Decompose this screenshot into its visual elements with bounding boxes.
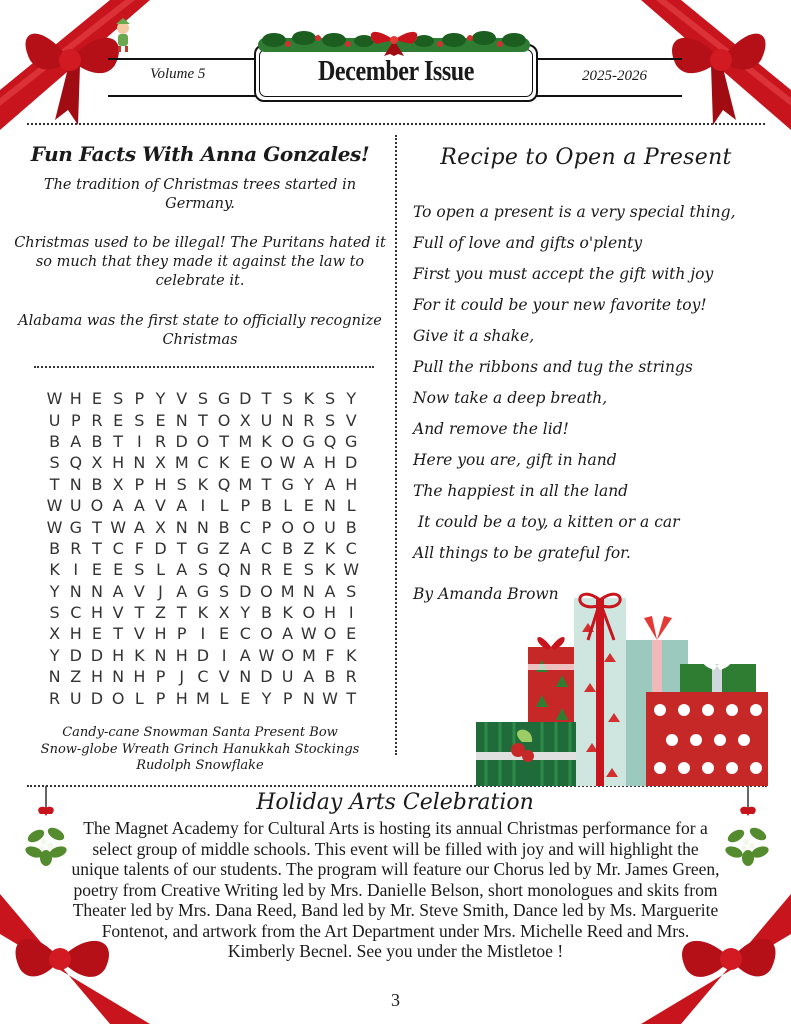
word-search-letter: G [281,474,294,494]
word-search-letter: M [174,453,189,473]
word-search-grid [44,388,366,709]
word-search-letter: E [219,624,230,644]
word-search-letter: T [219,431,229,451]
word-search-letter: C [345,538,357,558]
word-search-letter: H [175,645,188,665]
word-search-row [44,559,366,580]
word-search-letter: P [155,688,166,708]
word-search-letter: Z [218,538,230,558]
word-search-letter: Q [323,431,337,451]
header-rule-left-bottom [108,95,256,97]
word-search-letter: N [302,688,315,708]
word-search-letter: U [281,667,294,687]
word-search-letter: G [69,517,82,537]
word-search-letter: I [136,431,142,451]
column-divider [395,135,397,755]
word-search-letter: H [154,624,167,644]
word-search-letter: R [260,560,273,580]
word-search-letter: Y [240,603,251,623]
word-search-letter: L [219,496,229,516]
word-search-letter: U [48,410,61,430]
fact-item: The tradition of Christmas trees started in Germany. [43,177,357,212]
word-search-letter: N [90,581,103,601]
word-search-row [44,538,366,559]
word-search-letter: H [324,453,337,473]
word-search-letter: N [133,453,146,473]
word-search-letter: N [154,645,167,665]
word-search-letter: K [324,560,336,580]
word-search-letter: D [90,645,104,665]
word-search-letter: G [217,389,231,409]
word-search-letter: S [197,560,208,580]
word-search-letter: S [134,560,145,580]
word-search-letter: K [345,645,357,665]
word-search-letter: A [324,474,336,494]
word-search-row [44,409,366,430]
word-search-letter: T [92,517,102,537]
word-search-letter: N [239,667,252,687]
word-search-letter: B [324,667,336,687]
word-search-letter: K [218,453,230,473]
word-search-letter: N [112,667,125,687]
word-search-letter: B [282,538,294,558]
word-search-letter: X [112,474,124,494]
word-search-letter: R [154,431,167,451]
word-search-divider [34,366,374,368]
word-search-letter: O [260,624,273,644]
word-search-letter: V [176,389,188,409]
word-search-letter: B [91,431,103,451]
word-search-letter: A [70,431,82,451]
word-search-letter: K [282,603,293,623]
word-search-letter: A [112,496,124,516]
gift-stack-icon [476,592,768,786]
word-search-letter: H [112,645,125,665]
word-search-letter: S [134,410,145,430]
poem-line: Full of love and gifts o'plenty [413,234,643,252]
word-search-letter: I [348,603,354,623]
word-search-letter: A [239,645,251,665]
word-search-letter: T [113,624,124,644]
poem-line: And remove the lid! [413,420,569,438]
header-rule-right [534,58,682,60]
word-search-letter: N [324,496,337,516]
word-search-letter: Q [217,474,231,494]
fact-item: Alabama was the first state to officially recognize Christmas [18,313,382,348]
fun-facts-title: Fun Facts With Anna Gonzales! [30,142,370,166]
word-search-letter: J [179,667,185,687]
word-search-letter: A [133,496,145,516]
word-search-letter: Y [49,581,60,601]
word-search-letter: R [70,538,82,558]
word-search-letter: A [176,496,188,516]
word-search-letter: Z [155,603,167,623]
word-search-letter: D [239,389,252,409]
word-search-letter: C [197,667,209,687]
word-search-letter: O [281,517,294,537]
word-search-letter: P [155,667,166,687]
word-search-letter: N [69,581,82,601]
word-search-letter: H [69,624,82,644]
word-search-letter: W [279,453,296,473]
poem-line: Here you are, gift in hand [413,451,617,469]
word-search-letter: B [49,431,61,451]
word-search-row [44,666,366,687]
word-search-letter: C [239,624,251,644]
word-search-letter: I [221,645,227,665]
word-search-row [44,431,366,452]
word-search-letter: C [197,453,209,473]
holly-garland-icon [254,26,534,56]
word-search-letter: R [345,667,357,687]
word-search-letter: B [260,496,272,516]
word-search-letter: H [90,603,103,623]
word-search-letter: N [302,581,315,601]
word-search-row [44,388,366,409]
word-search-letter: A [176,581,188,601]
poem-line: All things to be grateful for. [413,544,631,562]
word-search-letter: T [198,410,208,430]
word-search-letter: X [91,453,103,473]
word-search-letter: B [218,517,230,537]
poem-line: For it could be your new favorite toy! [413,296,707,314]
word-search-letter: D [239,581,252,601]
word-search-letter: Q [69,453,83,473]
word-search-letter: D [196,645,210,665]
word-search-letter: R [303,410,315,430]
word-search-letter: E [91,389,103,409]
word-search-letter: U [69,688,82,708]
word-search-letter: Y [49,645,60,665]
word-search-letter: D [345,453,358,473]
word-search-letter: G [196,581,210,601]
header-rule-left [108,58,256,60]
word-search-letter: K [261,431,272,451]
word-search-letter: G [302,431,316,451]
word-search-letter: S [324,389,336,409]
word-search-letter: D [90,688,104,708]
word-search-row [44,581,366,602]
word-search-letter: X [155,517,167,537]
word-search-letter: H [133,667,146,687]
word-search-row [44,474,366,495]
volume-label: Volume 5 [150,66,206,82]
word-search-letter: M [238,474,253,494]
word-search-row [44,645,366,666]
word-search-letter: D [69,645,82,665]
word-search-letter: P [282,688,293,708]
word-search-letter: B [91,474,103,494]
word-search-letter: V [345,410,357,430]
word-search-letter: W [46,517,63,537]
word-search-letter: H [69,389,82,409]
word-search-letter: Y [303,474,314,494]
word-search-letter: F [134,538,144,558]
word-search-letter: A [112,581,124,601]
word-search-letter: A [239,538,251,558]
issue-title: December Issue [317,56,475,87]
word-search-letter: E [303,496,314,516]
poem-line: Pull the ribbons and tug the strings [413,358,693,376]
word-search-letter: I [73,560,79,580]
school-year-label: 2025-2026 [582,68,647,84]
word-search-letter: R [91,410,103,430]
word-search-letter: M [280,581,295,601]
word-search-letter: S [324,410,336,430]
word-search-letter: U [324,517,336,537]
word-search-letter: P [176,624,187,644]
word-search-letter: U [69,496,82,516]
word-search-letter: W [46,389,63,409]
word-search-letter: N [281,410,294,430]
header-rule-right-bottom [534,95,682,97]
word-search-letter: H [90,667,103,687]
word-search-letter: H [154,474,167,494]
word-search-letter: B [260,603,272,623]
word-search-letter: C [260,538,273,558]
word-search-letter: T [176,538,187,558]
word-search-letter: J [158,581,163,601]
word-search-letter: W [46,496,63,516]
word-search-letter: G [196,538,210,558]
word-search-row [44,452,366,473]
word-search-letter: S [346,581,357,601]
poem-line: To open a present is a very special thing, [413,203,736,221]
word-search-letter: S [176,474,187,494]
word-search-word-list [12,725,388,775]
word-search-row [44,516,366,537]
word-search-letter: T [346,688,357,708]
word-search-letter: O [302,517,316,537]
word-search-letter: G [345,431,358,451]
word-search-letter: N [175,517,188,537]
word-search-letter: P [134,389,145,409]
word-search-letter: E [240,688,251,708]
word-search-letter: W [343,560,360,580]
poem-byline: By Amanda Brown [413,585,559,603]
word-search-letter: E [91,560,103,580]
word-search-letter: P [240,496,251,516]
word-search-letter: T [113,431,124,451]
word-search-letter: V [155,496,166,516]
word-list-line: Candy-cane Snowman Santa Present Bow [62,725,338,740]
word-search-letter: Q [217,560,231,580]
word-search-letter: P [261,517,272,537]
word-search-letter: Y [346,389,357,409]
fact-item: Christmas used to be illegal! The Puritans hated it so much that they made it against the law to celebrate it. [14,235,386,289]
word-search-letter: O [111,688,125,708]
word-search-letter: U [260,410,273,430]
word-search-letter: Z [303,538,315,558]
arts-body: The Magnet Academy for Cultural Arts is hosting its annual Christmas performance for a select group of middle schools. This event will be filled with joy and will highlight the unique talents of our students. The program will feature our Chorus led by Mr. James Green, poetry from Creative Writing led by Mrs. Danielle Belson, short monologues and skits from Theater led by Mrs. Dana Reed, Band led by Mr. Steve Smith, Dance led by Ms. Marguerite Fontenot, and artwork from the Art Department under Mrs. Michelle Reed and Mrs. Kimberly Becnel. See you under the Mistletoe ! [71,818,720,961]
word-search-letter: E [91,624,103,644]
word-search-letter: A [303,667,315,687]
word-search-letter: N [239,560,252,580]
word-search-letter: M [196,688,210,708]
word-search-letter: S [113,389,124,409]
word-search-letter: L [134,688,144,708]
word-search-letter: M [301,645,316,665]
word-search-letter: H [324,603,337,623]
word-search-letter: T [92,538,102,558]
word-search-letter: A [282,624,294,644]
word-search-letter: A [324,581,336,601]
word-search-letter: S [303,560,314,580]
word-search-letter: O [302,603,316,623]
word-search-letter: O [260,453,273,473]
header-divider [27,123,765,125]
word-search-letter: A [176,560,188,580]
word-search-letter: M [238,431,253,451]
word-search-letter: O [281,645,294,665]
word-search-letter: H [175,688,188,708]
word-search-letter: C [112,538,124,558]
word-search-letter: K [303,389,315,409]
word-search-letter: K [49,560,60,580]
word-search-letter: N [175,410,188,430]
word-search-letter: S [49,453,60,473]
word-search-letter: T [134,603,145,623]
word-search-letter: C [239,517,251,537]
word-search-letter: A [303,453,315,473]
word-list-line: Rudolph Snowflake [136,758,264,773]
word-search-letter: X [239,410,251,430]
word-search-letter: O [90,496,104,516]
poem-line: The happiest in all the land [413,482,629,500]
word-search-letter: X [155,453,167,473]
word-search-letter: E [113,410,124,430]
word-search-letter: P [70,410,81,430]
word-list-line: Snow-globe Wreath Grinch Hanukkah Stockings [40,741,360,757]
word-search-letter: C [70,603,82,623]
word-search-letter: D [260,667,273,687]
word-search-letter: S [49,603,60,623]
word-search-row [44,687,366,708]
word-search-letter: W [110,517,127,537]
word-search-letter: P [134,474,145,494]
word-search-letter: B [345,517,357,537]
word-search-letter: W [258,645,275,665]
word-search-letter: A [133,517,145,537]
word-search-letter: O [281,431,294,451]
word-search-letter: K [324,538,336,558]
word-search-letter: H [112,453,125,473]
poem-line: Give it a shake, [413,327,535,345]
word-search-letter: T [261,474,272,494]
word-search-letter: Y [261,688,272,708]
word-search-letter: V [133,624,145,644]
word-search-letter: K [197,474,209,494]
word-search-letter: V [112,603,124,623]
word-search-letter: E [346,624,357,644]
word-search-letter: I [200,624,206,644]
word-search-letter: N [69,474,82,494]
word-search-letter: H [345,474,358,494]
word-search-letter: N [48,667,61,687]
word-search-letter: F [325,645,335,665]
word-search-letter: D [175,431,188,451]
recipe-title: Recipe to Open a Present [440,145,732,170]
word-search-letter: W [300,624,317,644]
word-search-letter: D [154,538,167,558]
word-search-letter: X [49,624,61,644]
word-search-letter: K [134,645,145,665]
word-search-letter: V [218,667,230,687]
word-search-row [44,602,366,623]
word-search-letter: T [176,603,187,623]
word-search-letter: E [282,560,293,580]
word-search-letter: O [260,581,273,601]
word-search-row [44,495,366,516]
arts-title: Holiday Arts Celebration [256,790,534,815]
word-search-letter: O [323,624,337,644]
word-search-letter: R [49,688,61,708]
word-search-letter: B [49,538,61,558]
word-search-letter: T [261,389,272,409]
word-search-letter: L [156,560,165,580]
word-search-letter: V [133,581,145,601]
word-search-letter: S [197,389,208,409]
poem-line: It could be a toy, a kitten or a car [413,513,680,531]
word-search-letter: X [218,603,230,623]
word-search-letter: E [240,453,251,473]
elf-icon [108,18,138,52]
word-search-letter: N [196,517,209,537]
word-search-letter: I [200,496,206,516]
poem-line: First you must accept the gift with joy [413,265,714,283]
word-search-letter: W [322,688,338,708]
word-search-letter: O [196,431,210,451]
word-search-letter: S [219,581,230,601]
word-search-row [44,623,366,644]
word-search-letter: Z [70,667,82,687]
word-search-letter: L [283,496,293,516]
mistletoe-icon [24,786,74,868]
page-number: 3 [391,990,400,1010]
mistletoe-icon [722,786,772,868]
word-search-letter: O [217,410,231,430]
ribbon-bow-icon [631,0,791,140]
word-search-letter: L [219,688,229,708]
word-search-letter: Y [155,389,166,409]
poem [413,197,783,569]
word-search-letter: L [346,496,356,516]
poem-line: Now take a deep breath, [413,389,608,407]
word-search-letter: E [155,410,166,430]
word-search-letter: S [282,389,293,409]
word-search-letter: K [197,603,209,623]
word-search-letter: E [113,560,124,580]
word-search-letter: T [49,474,60,494]
